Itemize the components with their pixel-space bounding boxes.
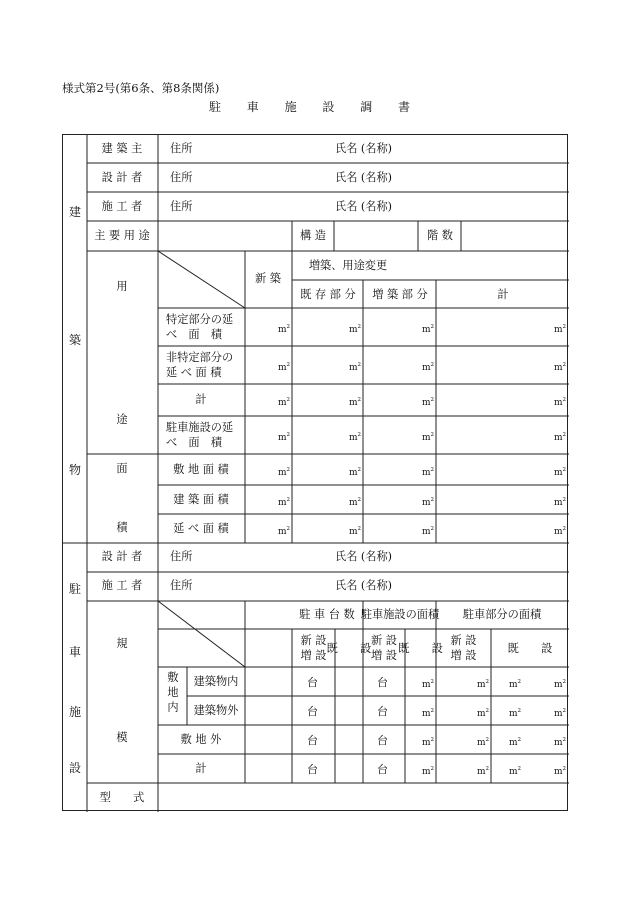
area-unit: $m^2$ xyxy=(476,707,489,719)
area-row-label: 敷 地 面 積 xyxy=(173,462,229,476)
area-unit: $m^2$ xyxy=(553,397,566,408)
area-unit: $m^2$ xyxy=(277,324,290,335)
name-label: 氏名 (名称) xyxy=(335,171,393,184)
area-unit: $m^2$ xyxy=(421,678,434,690)
area-unit: $m^2$ xyxy=(476,736,489,748)
col-new-line2: 増 設 xyxy=(450,649,477,662)
car-unit: 台 xyxy=(307,733,318,747)
address-label: 住所 xyxy=(170,550,193,563)
area-unit: $m^2$ xyxy=(348,362,361,373)
diagonal-line xyxy=(158,251,245,308)
structure-label: 構 造 xyxy=(300,229,326,242)
side-label-building-1: 建 xyxy=(68,205,82,219)
address-label: 住所 xyxy=(170,200,193,213)
area-unit: $m^2$ xyxy=(508,707,521,719)
col-new-line1: 新 設 xyxy=(450,634,477,647)
name-label: 氏名 (名称) xyxy=(335,550,393,563)
use-row-label: 非特定部分の xyxy=(166,351,234,364)
area-unit: $m^2$ xyxy=(277,496,290,508)
scale-row-label: 計 xyxy=(195,761,207,775)
area-unit: $m^2$ xyxy=(553,362,566,373)
area-unit: $m^2$ xyxy=(508,736,521,748)
name-label: 氏名 (名称) xyxy=(335,200,393,213)
area-unit: $m^2$ xyxy=(421,707,434,719)
diagonal-line xyxy=(158,601,245,667)
site-inside-char: 地 xyxy=(167,686,179,699)
car-unit: 台 xyxy=(307,762,318,776)
area-row-label: 建 築 面 積 xyxy=(173,492,229,506)
row-label-main-use: 主 要 用 途 xyxy=(94,229,150,242)
site-inside-char: 敷 xyxy=(167,671,179,684)
area-unit: $m^2$ xyxy=(553,324,566,335)
area-unit: $m^2$ xyxy=(421,324,434,335)
name-label: 氏名 (名称) xyxy=(335,142,393,155)
row-label-constructor: 施 工 者 xyxy=(101,200,143,213)
side-label-parking-4: 設 xyxy=(68,761,82,775)
use-row-label: べ 面 積 xyxy=(166,436,222,449)
use-group-label-1: 用 xyxy=(116,280,128,293)
scale-row-label: 建築物内 xyxy=(193,674,239,688)
area-unit: $m^2$ xyxy=(348,324,361,335)
col-existing-part: 既 存 部 分 xyxy=(300,288,356,301)
car-unit: 台 xyxy=(307,704,318,718)
side-label-parking-3: 施 xyxy=(68,705,82,719)
area-row-label: 延 べ 面 積 xyxy=(173,521,229,535)
area-unit: $m^2$ xyxy=(476,765,489,777)
area-unit: $m^2$ xyxy=(277,466,290,478)
area-unit: $m^2$ xyxy=(421,496,434,508)
area-unit: $m^2$ xyxy=(553,525,566,537)
form-number: 様式第2号(第6条、第8条関係) xyxy=(62,81,220,95)
area-unit: $m^2$ xyxy=(277,397,290,408)
col-total: 計 xyxy=(497,288,509,301)
row-label-owner: 建 築 主 xyxy=(101,142,143,155)
car-unit: 台 xyxy=(307,675,318,689)
area-unit: $m^2$ xyxy=(348,432,361,443)
document-title-text: 駐 車 施 設 調 書 xyxy=(208,100,422,114)
area-unit: $m^2$ xyxy=(553,432,566,443)
scale-group-label-2: 模 xyxy=(116,731,128,744)
parking-row-designer: 設 計 者 xyxy=(101,550,143,563)
parking-facility-form xyxy=(62,134,568,811)
area-unit: $m^2$ xyxy=(348,496,361,508)
col-extension: 増築、用途変更 xyxy=(308,259,388,272)
col-new-construction: 新 築 xyxy=(255,272,281,285)
area-unit: $m^2$ xyxy=(476,678,489,690)
car-unit: 台 xyxy=(377,704,388,718)
col-extended-part: 増 築 部 分 xyxy=(372,288,428,301)
col-facility-area: 駐車施設の面積 xyxy=(360,608,440,621)
area-unit: $m^2$ xyxy=(277,362,290,373)
parking-row-constructor: 施 工 者 xyxy=(101,579,143,592)
area-unit: $m^2$ xyxy=(553,678,566,690)
side-label-parking-2: 車 xyxy=(68,645,82,659)
parking-row-model: 型 式 xyxy=(99,791,145,804)
side-label-parking-1: 駐 xyxy=(68,582,82,596)
car-unit: 台 xyxy=(377,762,388,776)
col-new-line2: 増 設 xyxy=(300,649,327,662)
area-unit: $m^2$ xyxy=(553,765,566,777)
floors-label: 階 数 xyxy=(427,229,453,242)
col-new-line2: 増 設 xyxy=(371,649,397,662)
scale-row-label: 敷 地 外 xyxy=(180,732,222,746)
area-unit: $m^2$ xyxy=(421,397,434,408)
col-existing: 既 設 xyxy=(507,642,553,655)
col-new-line1: 新 設 xyxy=(371,634,397,647)
scale-group-label-1: 規 xyxy=(116,637,128,650)
area-unit: $m^2$ xyxy=(421,432,434,443)
car-unit: 台 xyxy=(377,733,388,747)
area-unit: $m^2$ xyxy=(421,466,434,478)
document-title xyxy=(0,98,630,115)
area-unit: $m^2$ xyxy=(508,678,521,690)
area-unit: $m^2$ xyxy=(553,736,566,748)
address-label: 住所 xyxy=(170,142,193,155)
use-group-label-2: 途 xyxy=(116,413,128,426)
use-row-label: 延 べ 面 積 xyxy=(166,366,222,379)
area-group-label-1: 面 xyxy=(116,462,128,475)
name-label: 氏名 (名称) xyxy=(335,579,393,592)
area-unit: $m^2$ xyxy=(348,525,361,537)
col-part-area: 駐車部分の面積 xyxy=(462,608,542,621)
area-unit: $m^2$ xyxy=(421,525,434,537)
row-label-designer: 設 計 者 xyxy=(101,171,143,184)
use-row-label: 特定部分の延 xyxy=(166,313,234,326)
use-row-label: 計 xyxy=(195,393,207,406)
col-parking-spaces: 駐 車 台 数 xyxy=(299,608,355,621)
area-unit: $m^2$ xyxy=(553,707,566,719)
area-unit: $m^2$ xyxy=(277,432,290,443)
col-new-line1: 新 設 xyxy=(300,634,327,647)
area-group-label-2: 積 xyxy=(116,521,128,534)
use-row-label: 駐車施設の延 xyxy=(166,421,234,434)
col-existing: 既 設 xyxy=(326,642,372,655)
side-label-building-2: 築 xyxy=(68,333,82,347)
area-unit: $m^2$ xyxy=(348,397,361,408)
address-label: 住所 xyxy=(170,579,193,592)
scale-row-label: 建築物外 xyxy=(193,703,239,717)
col-existing: 既 設 xyxy=(398,642,443,655)
side-label-building-3: 物 xyxy=(68,463,82,477)
area-unit: $m^2$ xyxy=(553,496,566,508)
area-unit: $m^2$ xyxy=(421,362,434,373)
area-unit: $m^2$ xyxy=(508,765,521,777)
use-row-label: べ 面 積 xyxy=(166,328,222,341)
address-label: 住所 xyxy=(170,171,193,184)
car-unit: 台 xyxy=(377,675,388,689)
area-unit: $m^2$ xyxy=(348,466,361,478)
area-unit: $m^2$ xyxy=(553,466,566,478)
area-unit: $m^2$ xyxy=(421,765,434,777)
area-unit: $m^2$ xyxy=(277,525,290,537)
site-inside-char: 内 xyxy=(167,701,179,714)
area-unit: $m^2$ xyxy=(421,736,434,748)
